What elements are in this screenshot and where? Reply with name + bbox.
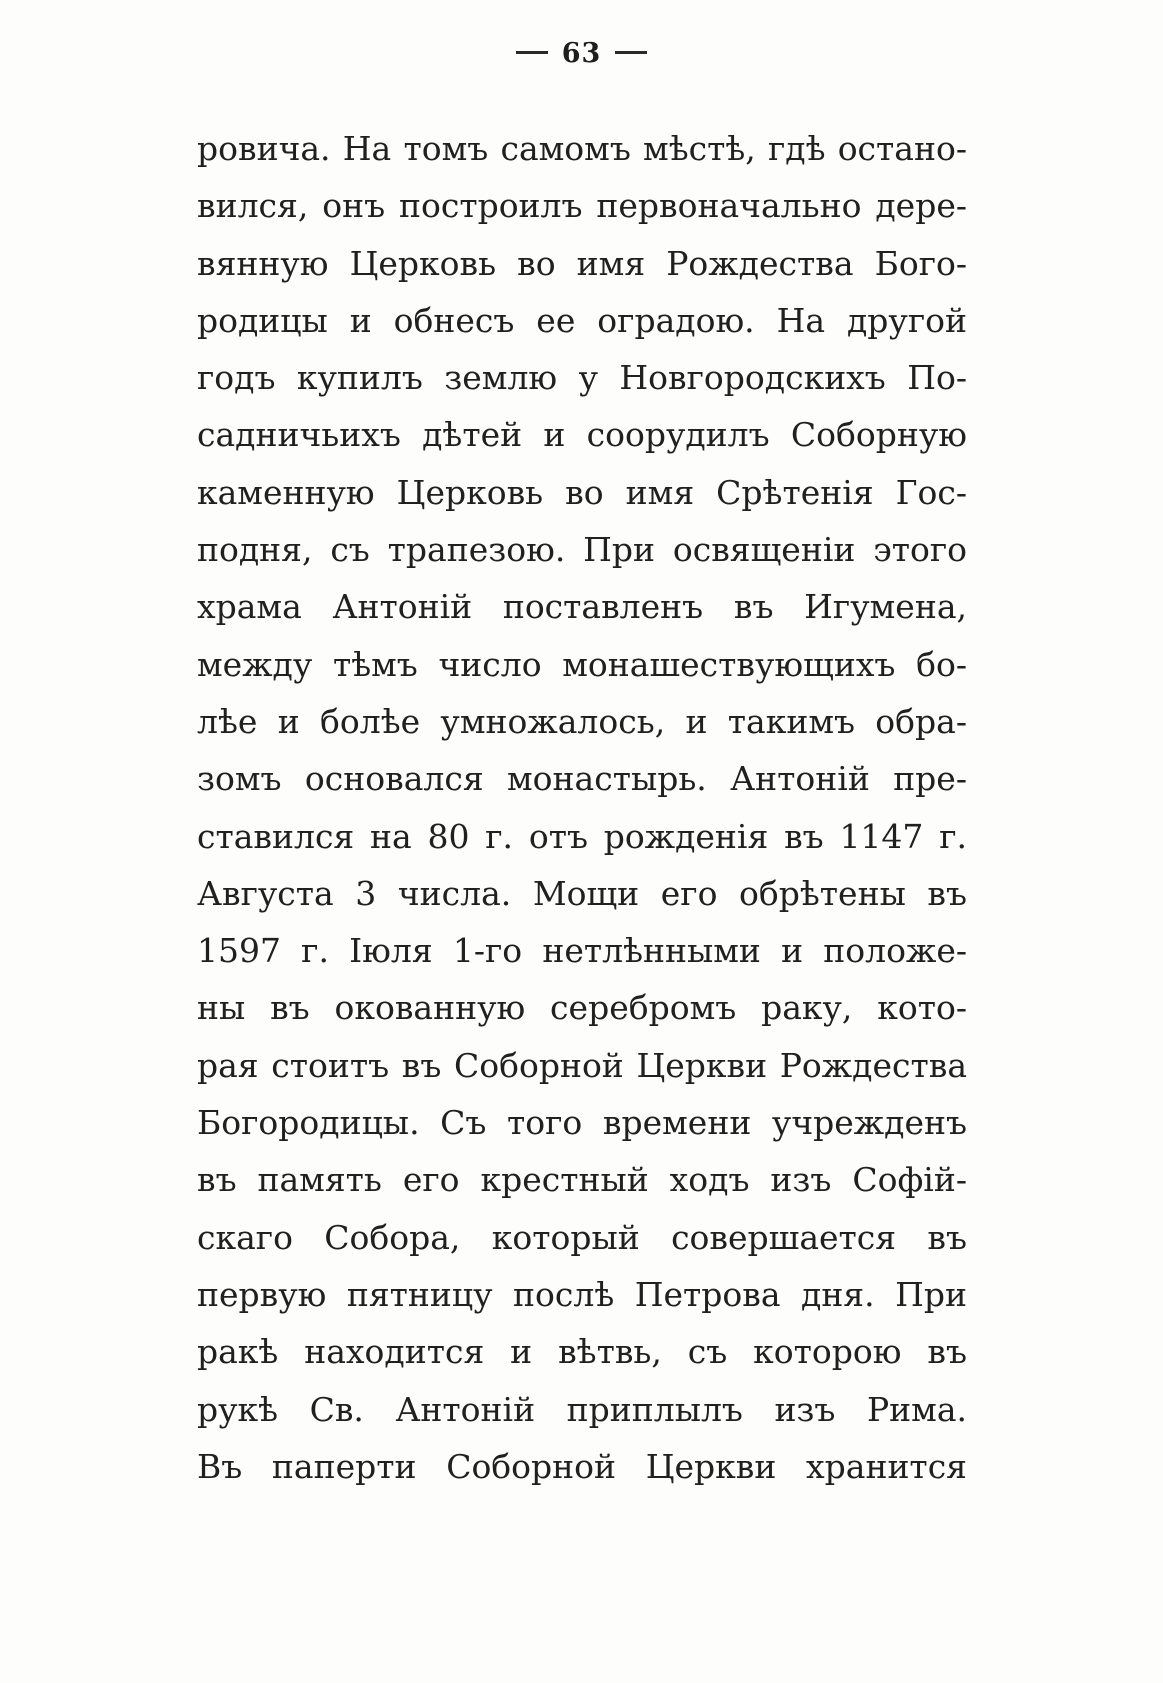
text-line: вился, онъ построилъ первоначально дере- (197, 186, 967, 226)
text-line: 1597 г. Іюля 1-го нетлѣнными и положе- (197, 931, 967, 971)
text-line: между тѣмъ число монашествующихъ бо- (197, 644, 967, 684)
left-dash (516, 51, 548, 54)
text-line: лѣе и болѣе умножалось, и такимъ обра- (197, 701, 967, 741)
text-line: подня, съ трапезою. При освященіи этого (197, 530, 967, 570)
text-line: рая стоитъ въ Соборной Церкви Рождества (197, 1045, 967, 1085)
text-line: храма Антоній поставленъ въ Игумена, (197, 587, 967, 627)
text-line: ракѣ находится и вѣтвь, съ которою въ (197, 1332, 967, 1372)
page-number-header (0, 38, 1163, 69)
text-line: рукѣ Св. Антоній приплылъ изъ Рима. (197, 1389, 967, 1429)
text-line: ны въ окованную серебромъ раку, кото- (197, 988, 967, 1028)
text-line: зомъ основался монастырь. Антоній пре- (197, 759, 967, 799)
text-line: Въ паперти Соборной Церкви хранится (197, 1446, 967, 1486)
text-line: Августа 3 числа. Мощи его обрѣтены въ (197, 873, 967, 913)
text-line: годъ купилъ землю у Новгородскихъ По- (197, 358, 967, 398)
text-line: Богородицы. Съ того времени учрежденъ (197, 1103, 967, 1143)
text-line: вянную Церковь во имя Рождества Бого- (197, 243, 967, 283)
text-line: каменную Церковь во имя Срѣтенія Гос- (197, 472, 967, 512)
text-line: ровича. На томъ самомъ мѣстѣ, гдѣ остано- (197, 129, 967, 168)
body-text (197, 120, 967, 1495)
text-line: скаго Собора, который совершается въ (197, 1217, 967, 1257)
page-number: 63 (561, 38, 602, 69)
right-dash (615, 51, 647, 54)
text-line: въ память его крестный ходъ изъ Софій- (197, 1160, 967, 1200)
text-line: первую пятницу послѣ Петрова дня. При (197, 1274, 967, 1314)
text-line: садничьихъ дѣтей и соорудилъ Соборную (197, 415, 967, 455)
text-line: ставился на 80 г. отъ рожденія въ 1147 г. (197, 816, 967, 856)
text-line: родицы и обнесъ ее оградою. На другой (197, 300, 967, 340)
